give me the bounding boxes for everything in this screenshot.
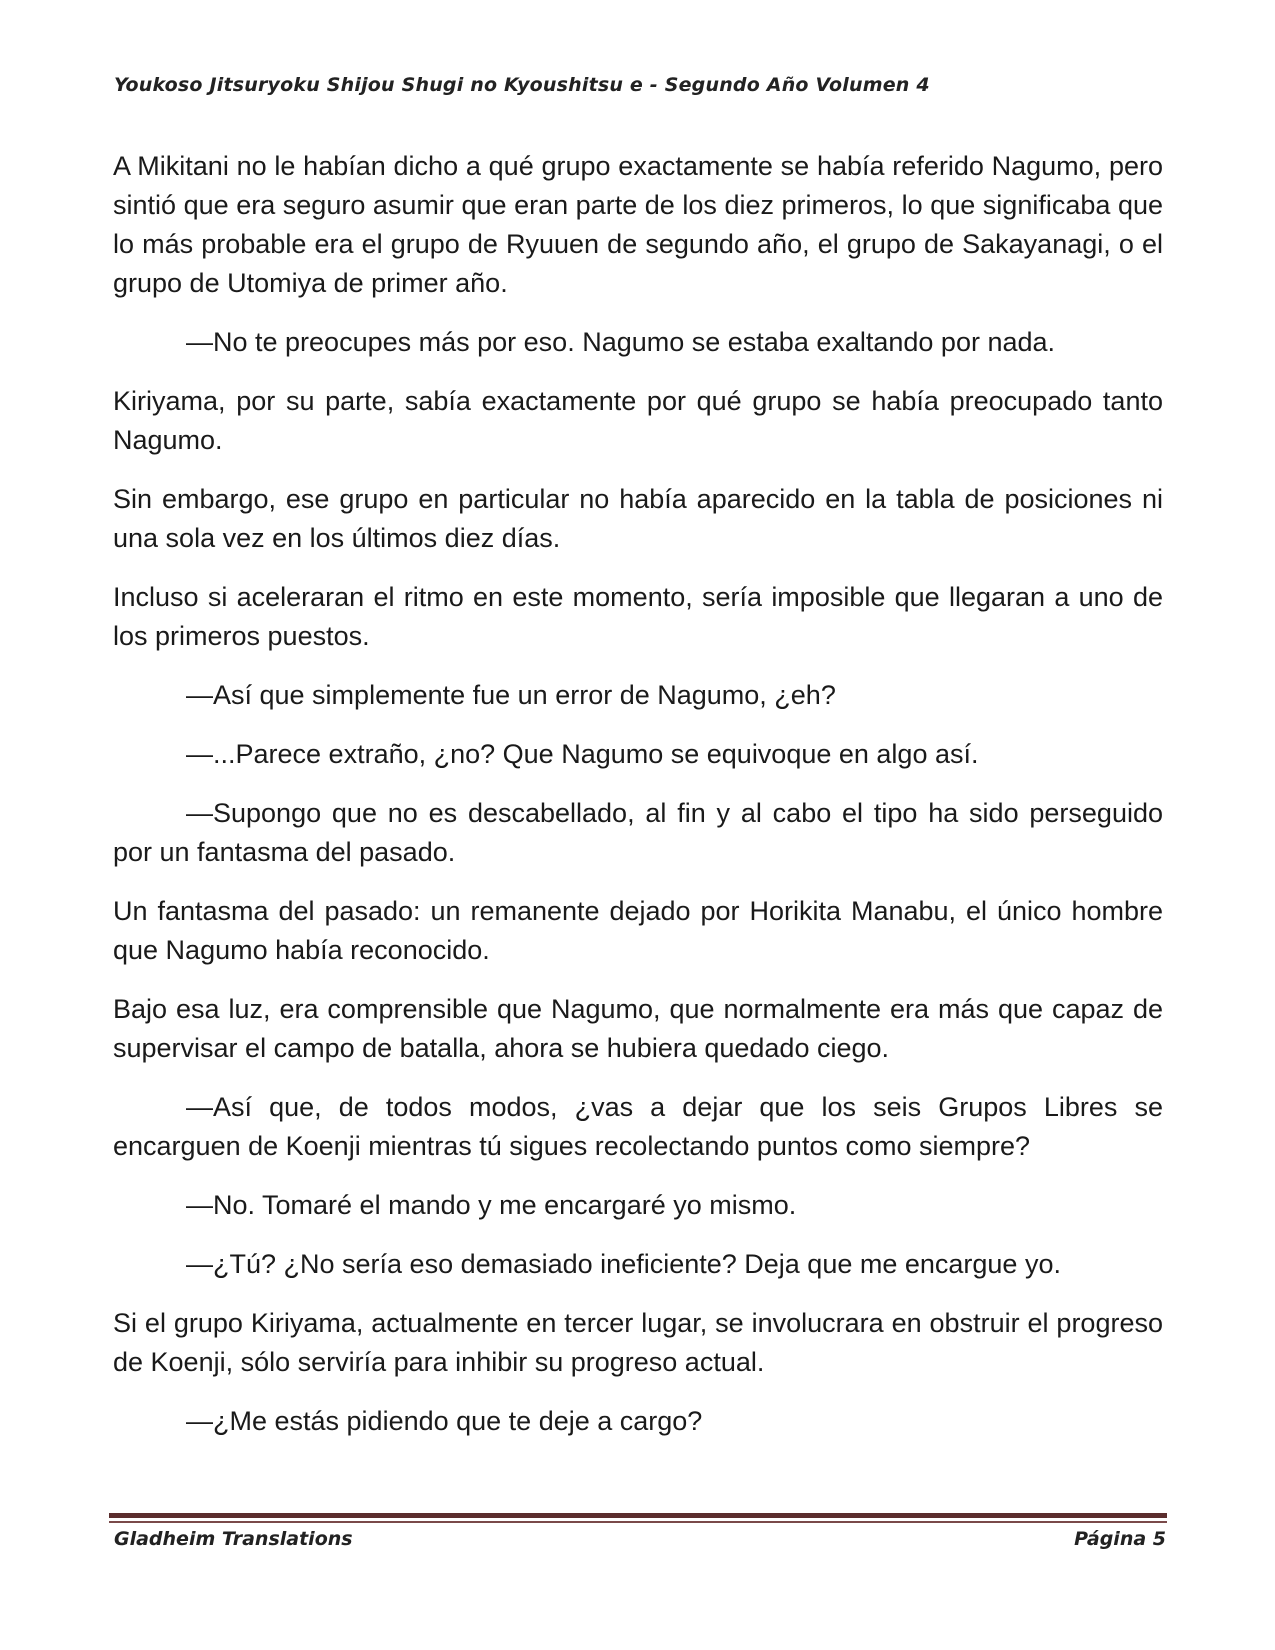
paragraph: Si el grupo Kiriyama, actualmente en tercer lugar, se involucrara en obstruir el progreso de Koenji, sólo serviría para inhibir su progreso actual. bbox=[113, 1308, 1163, 1377]
footer-page-number: Página 5 bbox=[1074, 1528, 1166, 1550]
dialogue-line: —Así que simplemente fue un error de Nagumo, ¿eh? bbox=[186, 680, 836, 710]
dialogue-line: —...Parece extraño, ¿no? Que Nagumo se equivoque en algo así. bbox=[186, 739, 979, 769]
paragraph: Kiriyama, por su parte, sabía exactamente por qué grupo se había preocupado tanto Nagumo. bbox=[113, 386, 1163, 455]
page-body bbox=[113, 147, 1163, 1461]
dialogue-line: —No. Tomaré el mando y me encargaré yo mismo. bbox=[186, 1190, 797, 1220]
paragraph: Sin embargo, ese grupo en particular no había aparecido en la tabla de posiciones ni una sola vez en los últimos diez días. bbox=[113, 484, 1163, 553]
footer-divider-thick bbox=[109, 1513, 1167, 1518]
dialogue-line: —¿Tú? ¿No sería eso demasiado ineficiente? Deja que me encargue yo. bbox=[186, 1249, 1061, 1279]
footer-divider-thin bbox=[109, 1521, 1167, 1523]
dialogue-line: —Supongo que no es descabellado, al fin y al cabo el tipo ha sido perseguido por un fantasma del pasado. bbox=[113, 798, 1163, 867]
page-header-title: Youkoso Jitsuryoku Shijou Shugi no Kyoushitsu e - Segundo Año Volumen 4 bbox=[114, 74, 930, 96]
footer-divider bbox=[109, 1513, 1167, 1525]
paragraph: A Mikitani no le habían dicho a qué grupo exactamente se había referido Nagumo, pero sintió que era seguro asumir que eran parte de los diez primeros, lo que significaba que lo más probable era el grupo de Ryuuen de segundo año, el grupo de Sakayanagi, o el grupo de Utomiya de primer año. bbox=[113, 151, 1163, 298]
paragraph: Un fantasma del pasado: un remanente dejado por Horikita Manabu, el único hombre que Nagumo había reconocido. bbox=[113, 896, 1163, 965]
paragraph: Bajo esa luz, era comprensible que Nagumo, que normalmente era más que capaz de supervisar el campo de batalla, ahora se hubiera quedado ciego. bbox=[113, 994, 1163, 1063]
dialogue-line: —Así que, de todos modos, ¿vas a dejar que los seis Grupos Libres se encarguen de Koenji mientras tú sigues recolectando puntos como siempre? bbox=[113, 1092, 1163, 1161]
paragraph: Incluso si aceleraran el ritmo en este momento, sería imposible que llegaran a uno de los primeros puestos. bbox=[113, 582, 1163, 651]
dialogue-line: —¿Me estás pidiendo que te deje a cargo? bbox=[186, 1406, 703, 1436]
dialogue-line: —No te preocupes más por eso. Nagumo se estaba exaltando por nada. bbox=[186, 327, 1056, 357]
footer-publisher: Gladheim Translations bbox=[114, 1528, 353, 1550]
